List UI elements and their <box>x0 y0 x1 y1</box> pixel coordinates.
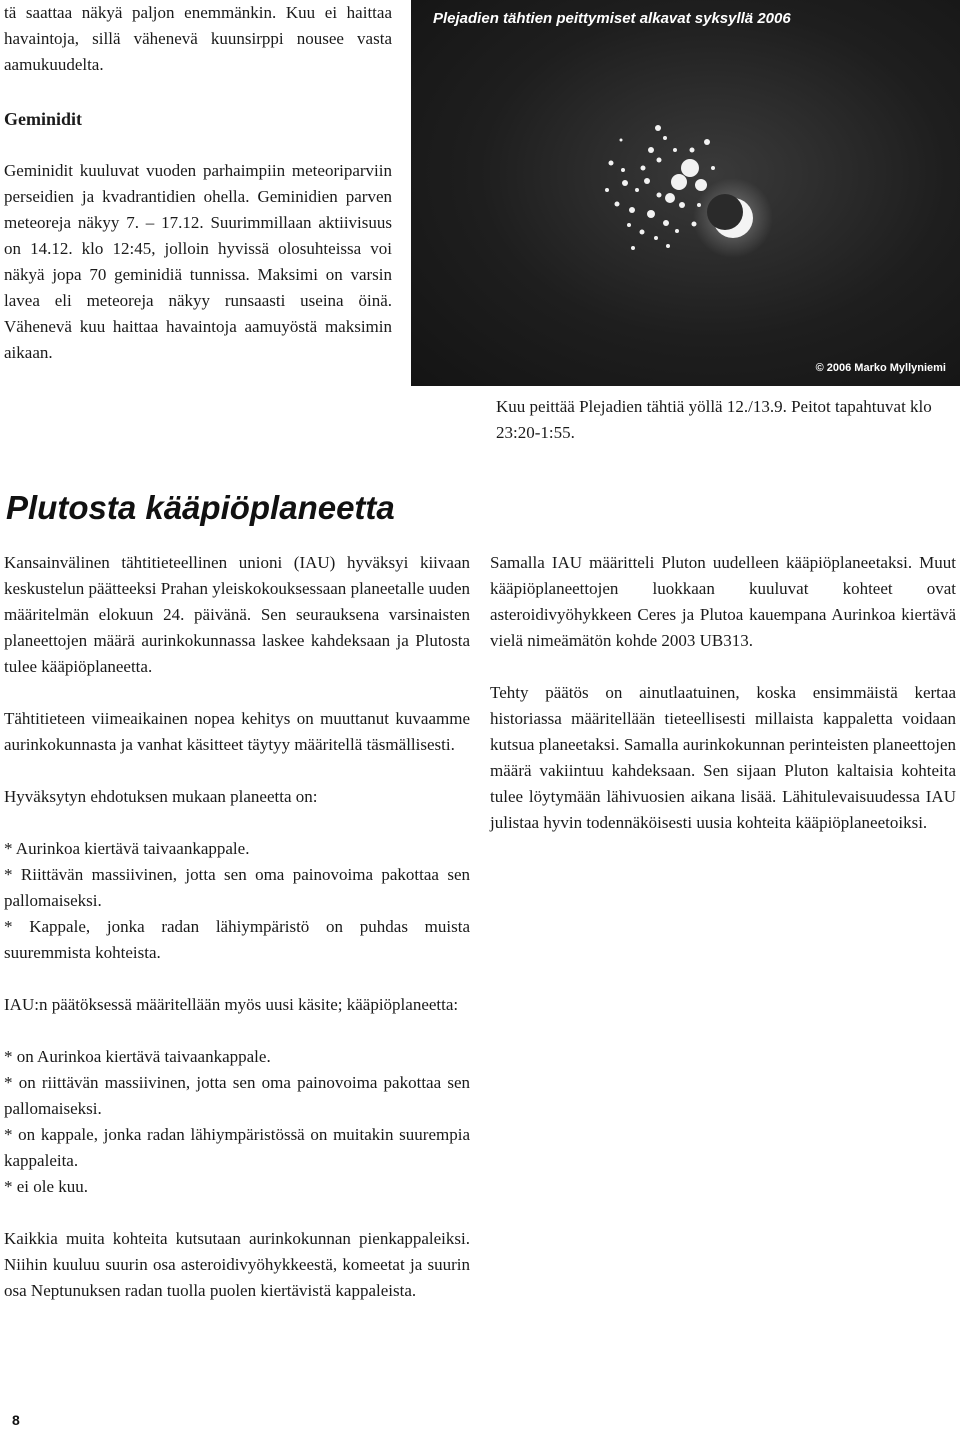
intro-paragraph: tä saattaa näkyä paljon enemmänkin. Kuu ei haittaa havaintoja, sillä vähenevä kuunsirppi nousee vasta aamukuudelta. <box>4 3 392 74</box>
geminids-heading: Geminidit <box>4 109 83 129</box>
article-paragraph-3: Hyväksytyn ehdotuksen mukaan planeetta on: <box>4 787 318 806</box>
planet-criterion-1: * Aurinkoa kiertävä taivaankappale. <box>4 839 250 858</box>
page-number: 8 <box>12 1412 20 1428</box>
dwarf-criterion-3: * on kappale, jonka radan lähiympäristössä on muitakin suurempia kappaleita. <box>4 1125 470 1170</box>
photo-credit: © 2006 Marko Myllyniemi <box>815 362 946 374</box>
dwarf-criterion-1: * on Aurinkoa kiertävä taivaankappale. <box>4 1047 271 1066</box>
planet-criterion-2: * Riittävän massiivinen, jotta sen oma painovoima pakottaa sen pallomaiseksi. <box>4 865 470 910</box>
article-title: Plutosta kääpiöplaneetta <box>6 489 395 526</box>
pleiades-stars-image <box>411 0 960 386</box>
small-bodies-paragraph: Kaikkia muita kohteita kutsutaan aurinkokunnan pienkappaleiksi. Niihin kuuluu suurin osa asteroidivyöhykkeestä, komeetat ja suurin osa Neptunuksen radan tuolla puolen kiertävistä kappaleista. <box>4 1229 470 1300</box>
article-column-1 <box>4 550 470 1304</box>
article-paragraph-2: Tähtitieteen viimeaikainen nopea kehitys on muuttanut kuvaamme aurinkokunnasta ja vanhat käsitteet täytyy määritellä täsmällisesti. <box>4 709 470 754</box>
photo-caption-text: Kuu peittää Plejadien tähtiä yöllä 12./13.9. Peitot tapahtuvat klo 23:20-1:55. <box>496 397 932 442</box>
article-column-2 <box>490 550 956 836</box>
dwarf-criterion-2: * on riittävän massiivinen, jotta sen oma painovoima pakottaa sen pallomaiseksi. <box>4 1073 470 1118</box>
photo-caption <box>496 394 946 446</box>
planet-criterion-3: * Kappale, jonka radan lähiympäristö on puhdas muista suuremmista kohteista. <box>4 917 470 962</box>
photo-title: Plejadien tähtien peittymiset alkavat syksyllä 2006 <box>433 10 791 27</box>
article-paragraph-1: Kansainvälinen tähtitieteellinen unioni (IAU) hyväksyi kiivaan keskustelun päätteeksi Prahan yleiskokouksessaan planeetalle uuden määritelmän elokuun 24. päivänä. Sen seurauksena varsinaisten planeettojen määrä aurinkokunnassa laskee kahdeksaan ja Plutosta tulee kääpiöplaneetta. <box>4 553 470 676</box>
geminids-paragraph: Geminidit kuuluvat vuoden parhaimpiin meteoriparviin perseidien ja kvadrantidien ohella. Geminidien parven meteoreja näkyy 7. – 17.12. Suurimmillaan aktiivisuus on 14.12. klo 12:45, jolloin hyvissä olosuhteissa voi näkyä jopa 70 geminidiä tunnissa. Maksimi on varsin lavea eli meteoreja näkyy runsaasti useina öinä. Vähenevä kuu haittaa havaintoja aamuyöstä maksimin aikaan. <box>4 161 392 362</box>
intro-column <box>4 0 392 366</box>
dwarf-planet-intro: IAU:n päätöksessä määritellään myös uusi käsite; kääpiöplaneetta: <box>4 995 459 1014</box>
dwarf-criterion-4: * ei ole kuu. <box>4 1177 89 1196</box>
pleiades-photo <box>411 0 960 386</box>
article-paragraph-4: Samalla IAU määritteli Pluton uudelleen kääpiöplaneetaksi. Muut kääpiöplaneettojen luokkaan kuuluvat kohteet ovat asteroidivyöhykkeen Ceres ja Plutoa kauempana Aurinkoa kiertävä vielä nimeämätön kohde 2003 UB313. <box>490 553 956 650</box>
article-paragraph-5: Tehty päätös on ainutlaatuinen, koska ensimmäistä kertaa historiassa määritellään tieteellisesti millaista kappaletta voidaan kutsua planeetaksi. Samalla aurinkokunnan perinteisten planeettojen määrä vakiintuu kahdeksaan. Sen sijaan Pluton kaltaisia kohteita tulee löytymään lähivuosien aikana lisää. Lähitulevaisuudessa IAU julistaa hyvin todennäköisesti uusia kohteita kääpiöplaneetoiksi. <box>490 683 956 832</box>
